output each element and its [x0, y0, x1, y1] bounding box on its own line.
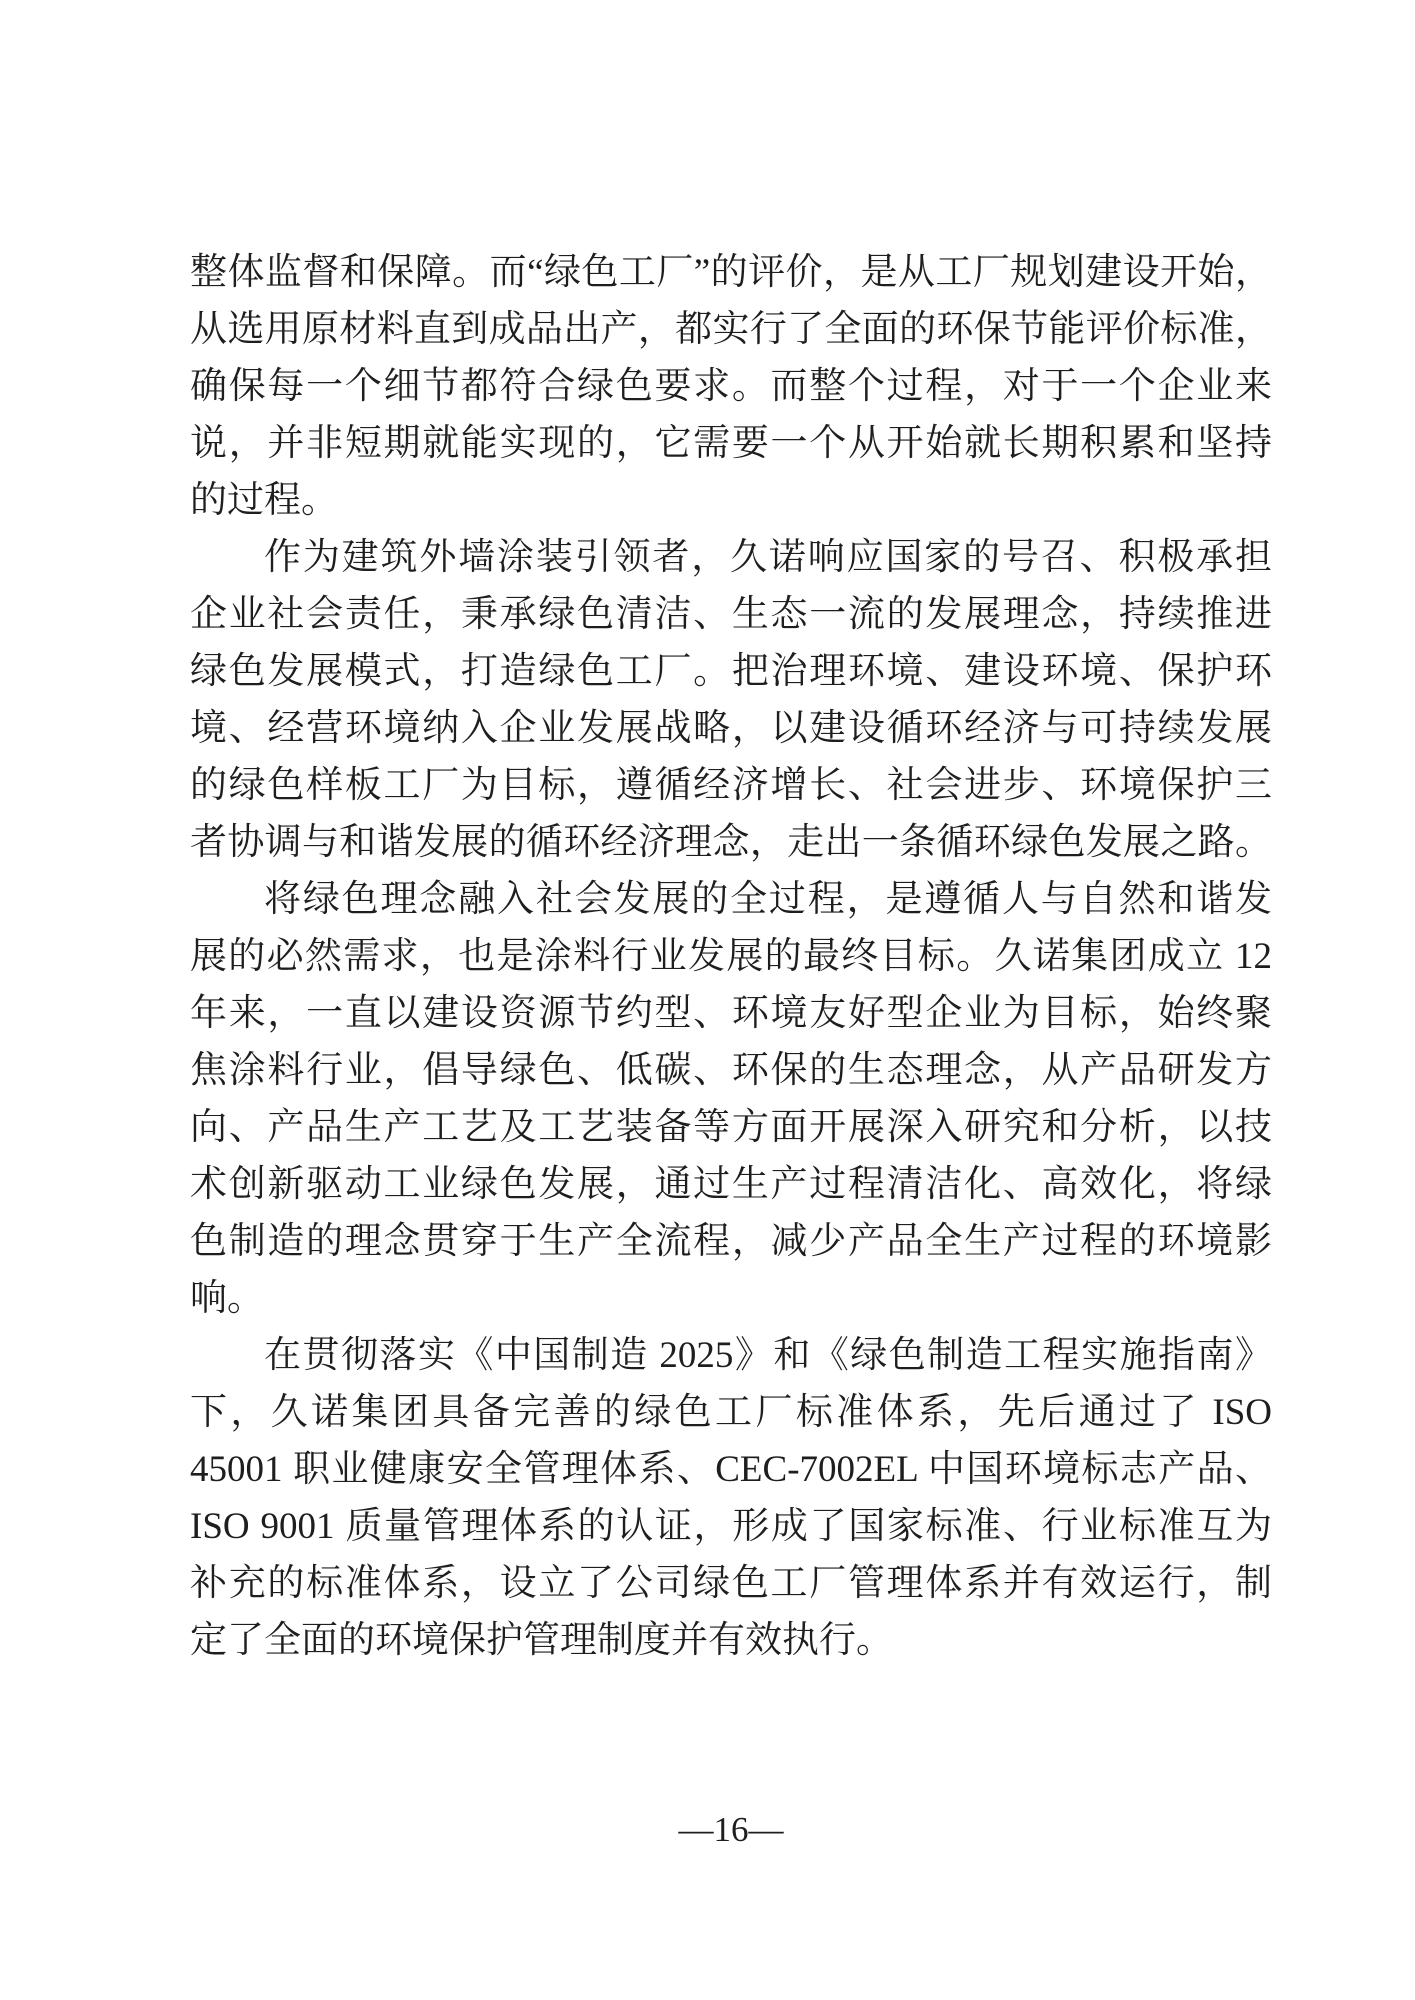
text-line: 向、产品生产工艺及工艺装备等方面开展深入研究和分析，以技	[190, 1107, 1272, 1148]
text-line: 的绿色样板工厂为目标，遵循经济增长、社会进步、环境保护三	[190, 765, 1272, 806]
text-line: 在贯彻落实《中国制造 2025》和《绿色制造工程实施指南》	[264, 1335, 1272, 1376]
text-line: 45001 职业健康安全管理体系、CEC-7002EL 中国环境标志产品、	[190, 1449, 1272, 1490]
text-line: 的过程。	[190, 480, 338, 521]
document-text-block	[190, 244, 1272, 1669]
text-line: 将绿色理念融入社会发展的全过程，是遵循人与自然和谐发	[264, 879, 1272, 920]
text-line: 整体监督和保障。而“绿色工厂”的评价，是从工厂规划建设开始，	[190, 252, 1272, 293]
text-line: 术创新驱动工业绿色发展，通过生产过程清洁化、高效化，将绿	[190, 1164, 1272, 1205]
text-line: 色制造的理念贯穿于生产全流程，减少产品全生产过程的环境影	[190, 1221, 1272, 1262]
text-line: 企业社会责任，秉承绿色清洁、生态一流的发展理念，持续推进	[190, 594, 1272, 635]
text-line: 确保每一个细节都符合绿色要求。而整个过程，对于一个企业来	[190, 366, 1272, 407]
text-line: 作为建筑外墙涂装引领者，久诺响应国家的号召、积极承担	[264, 537, 1272, 578]
text-line: 年来，一直以建设资源节约型、环境友好型企业为目标，始终聚	[190, 993, 1272, 1034]
text-line: 焦涂料行业，倡导绿色、低碳、环保的生态理念，从产品研发方	[190, 1050, 1272, 1091]
text-line: 说，并非短期就能实现的，它需要一个从开始就长期积累和坚持	[190, 423, 1272, 464]
page-number: —16—	[678, 1810, 784, 1849]
text-line: 绿色发展模式，打造绿色工厂。把治理环境、建设环境、保护环	[190, 651, 1272, 692]
text-line: 下，久诺集团具备完善的绿色工厂标准体系，先后通过了 ISO	[190, 1392, 1272, 1433]
text-line: 定了全面的环境保护管理制度并有效执行。	[190, 1620, 893, 1661]
text-line: 补充的标准体系，设立了公司绿色工厂管理体系并有效运行，制	[190, 1563, 1272, 1604]
text-line: 展的必然需求，也是涂料行业发展的最终目标。久诺集团成立 12	[190, 936, 1272, 977]
text-line: ISO 9001 质量管理体系的认证，形成了国家标准、行业标准互为	[190, 1506, 1272, 1547]
text-line: 者协调与和谐发展的循环经济理念，走出一条循环绿色发展之路。	[190, 822, 1272, 863]
text-line: 境、经营环境纳入企业发展战略，以建设循环经济与可持续发展	[190, 708, 1272, 749]
text-line: 从选用原材料直到成品出产，都实行了全面的环保节能评价标准，	[190, 309, 1272, 350]
text-line: 响。	[190, 1278, 264, 1319]
